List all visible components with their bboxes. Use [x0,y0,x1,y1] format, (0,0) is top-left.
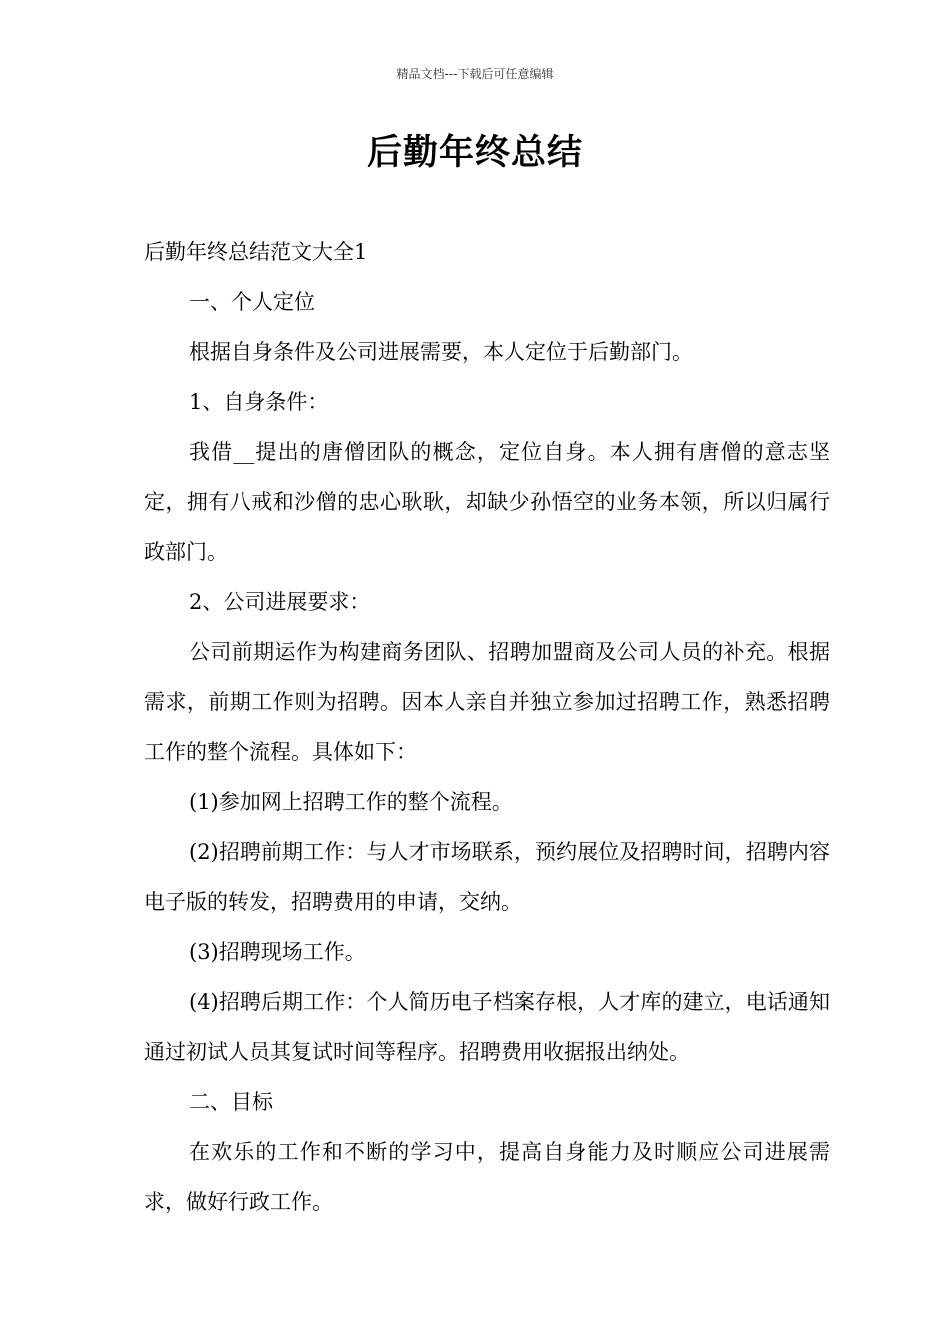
list-item: (1)参加网上招聘工作的整个流程。 [189,790,513,814]
paragraph: 公司前期运作为构建商务团队、招聘加盟商及公司人员的补充。根据需求，前期工作则为招聘。因本人亲自并独立参加过招聘工作，熟悉招聘工作的整个流程。具体如下： [144,640,830,764]
document-title: 后勤年终总结 [366,133,583,173]
paragraph: 在欢乐的工作和不断的学习中，提高自身能力及时顺应公司进展需求，做好行政工作。 [144,1140,830,1214]
list-item: (2)招聘前期工作：与人才市场联系，预约展位及招聘时间，招聘内容电子版的转发，招聘费用的申请，交纳。 [144,840,830,914]
subheading-goals: 二、目标 [189,1090,273,1114]
list-item: (4)招聘后期工作：个人简历电子档案存根，人才库的建立，电话通知通过初试人员其复试时间等程序。招聘费用收据报出纳处。 [144,990,830,1064]
subheading-personal-positioning: 一、个人定位 [189,290,315,314]
header-note: 精品文档---下载后可任意编辑 [396,67,554,81]
subheading-company-requirements: 2、公司进展要求： [189,590,371,614]
paragraph: 根据自身条件及公司进展需要，本人定位于后勤部门。 [189,340,693,364]
paragraph: 我借__提出的唐僧团队的概念，定位自身。本人拥有唐僧的意志坚定，拥有八戒和沙僧的忠心耿耿，却缺少孙悟空的业务本领，所以归属行政部门。 [144,440,830,564]
document-body [144,227,830,1227]
subheading-self-conditions: 1、自身条件： [189,390,329,414]
list-item: (3)招聘现场工作。 [189,940,366,964]
section-heading: 后勤年终总结范文大全1 [144,240,368,264]
